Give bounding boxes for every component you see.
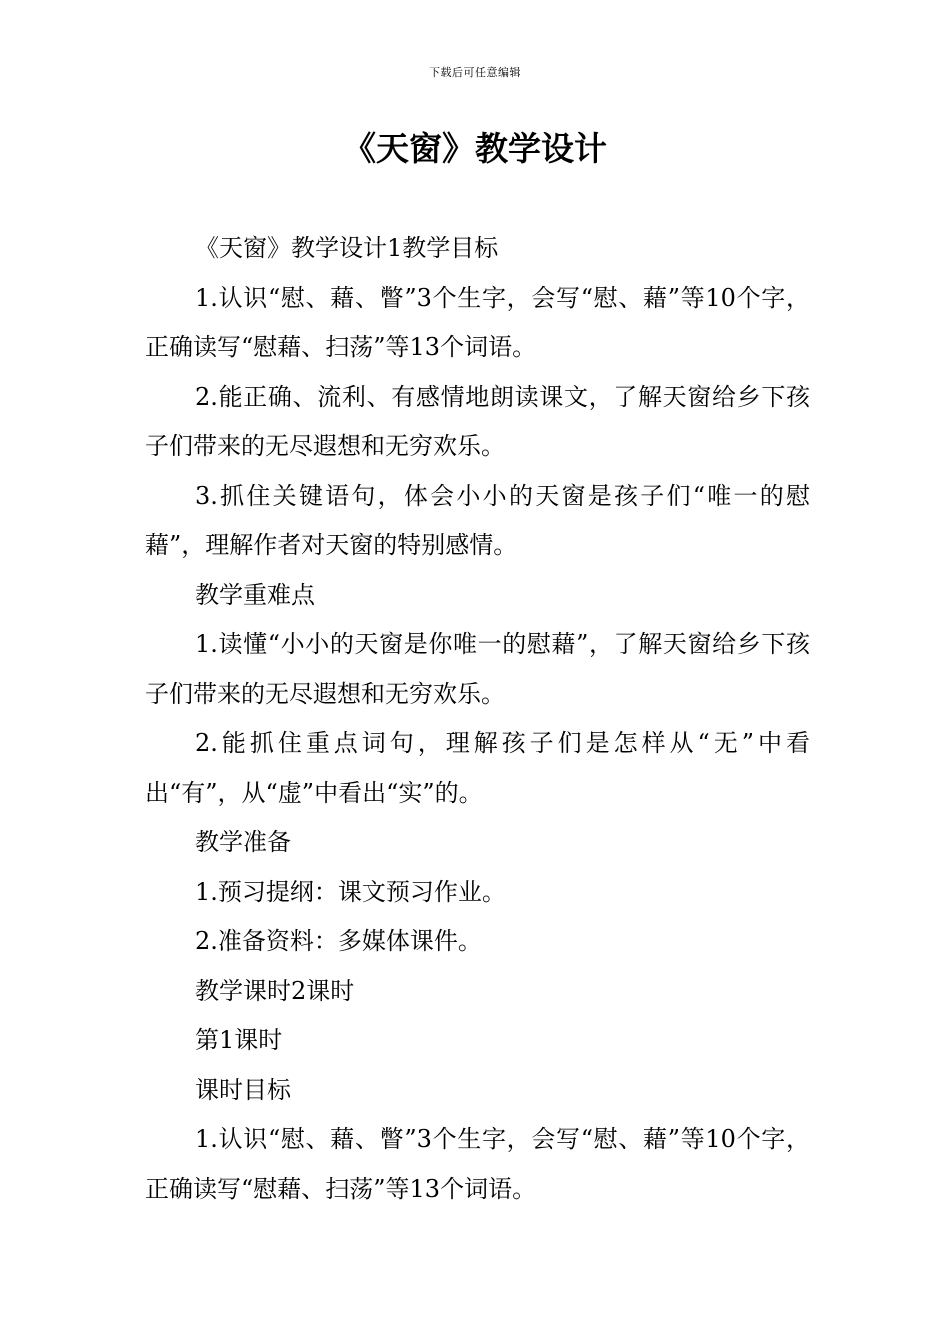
paragraph-preparation-2: 2.准备资料：多媒体课件。 xyxy=(195,927,482,955)
paragraph-lesson-goal-1: 1.认识“慰、藉、瞥”3个生字，会写“慰、藉”等10个字，正确读写“慰藉、扫荡”等13个词语。 xyxy=(145,1125,810,1203)
paragraph-preparation-heading: 教学准备 xyxy=(195,828,291,856)
paragraph-objective-2: 2.能正确、流利、有感情地朗读课文，了解天窗给乡下孩子们带来的无尽遐想和无穷欢乐。 xyxy=(145,382,810,460)
paragraph-class-hours: 教学课时2课时 xyxy=(195,976,355,1005)
document-title: 《天窗》教学设计 xyxy=(343,129,607,168)
paragraph-key-point-1: 1.读懂“小小的天窗是你唯一的慰藉”，了解天窗给乡下孩子们带来的无尽遐想和无穷欢乐。 xyxy=(145,630,810,708)
document-body xyxy=(145,224,810,1214)
paragraph-lesson-goals-heading: 课时目标 xyxy=(195,1075,291,1104)
paragraph-lesson-1-heading: 第1课时 xyxy=(195,1026,283,1054)
paragraph-objective-1: 1.认识“慰、藉、瞥”3个生字，会写“慰、藉”等10个字，正确读写“慰藉、扫荡”等13个词语。 xyxy=(145,283,810,361)
header-note: 下载后可任意编辑 xyxy=(429,66,521,79)
paragraph-objective-3: 3.抓住关键语句，体会小小的天窗是孩子们“唯一的慰藉”，理解作者对天窗的特别感情。 xyxy=(145,481,810,559)
paragraph-lesson-objectives-heading: 《天窗》教学设计1教学目标 xyxy=(195,234,499,262)
paragraph-preparation-1: 1.预习提纲：课文预习作业。 xyxy=(195,877,506,906)
paragraph-key-point-2: 2.能抓住重点词句，理解孩子们是怎样从“无”中看出“有”，从“虚”中看出“实”的。 xyxy=(145,729,810,807)
paragraph-key-points-heading: 教学重难点 xyxy=(195,580,315,609)
